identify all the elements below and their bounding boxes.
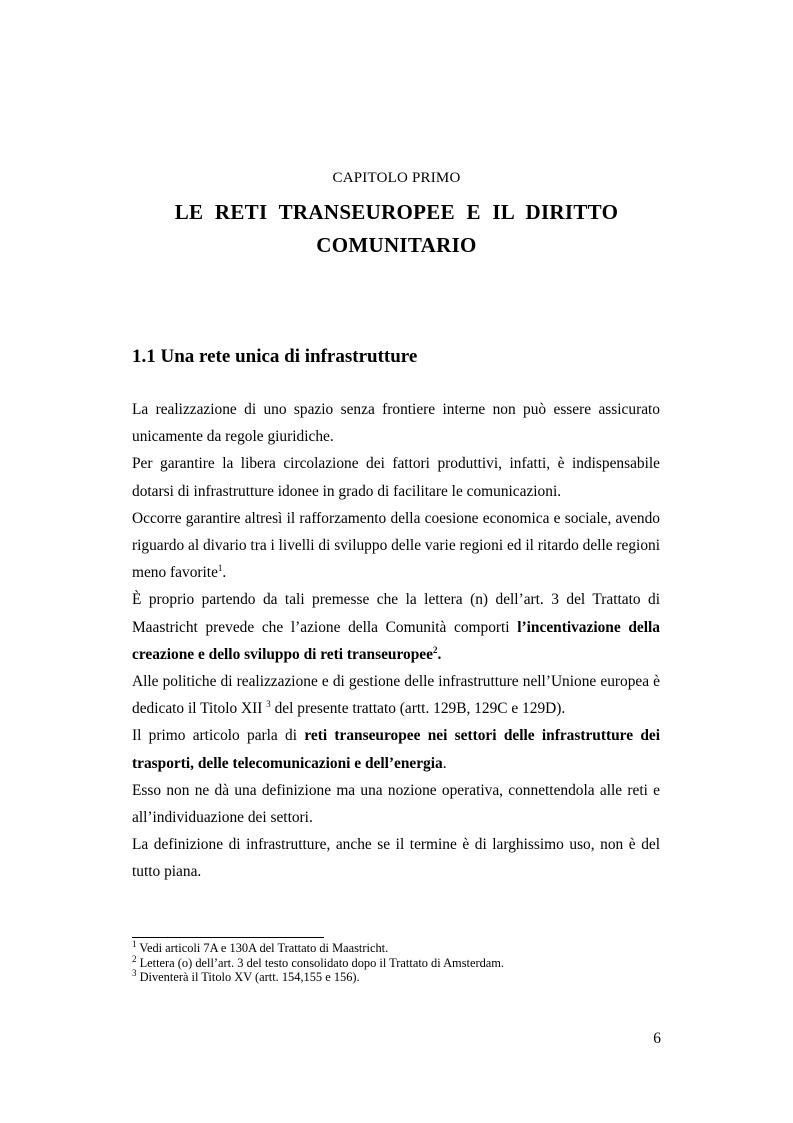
paragraph-5-end: del presente trattato (artt. 129B, 129C e 129D).: [270, 700, 566, 718]
chapter-label: CAPITOLO PRIMO: [332, 170, 461, 186]
paragraph-4: [132, 586, 660, 668]
footnotes: [132, 938, 660, 985]
footnote-number: 2: [132, 953, 137, 964]
chapter-title-line-2: COMUNITARIO: [316, 233, 477, 257]
paragraph-3-text: Occorre garantire altresì il rafforzamento della coesione economica e sociale, avendo riguardo al divario tra i livelli di sviluppo delle varie regioni ed il ritardo delle regioni meno favorite: [132, 509, 660, 582]
paragraph-5-text: Alle politiche di realizzazione e di gestione delle infrastrutture nell’Unione europea è dedicato il Titolo XII: [132, 673, 660, 718]
footnote-ref-2: 2: [432, 644, 438, 655]
footnote-ref-3: 3: [266, 699, 271, 710]
chapter-title-line-1: LE RETI TRANSEUROPEE E IL DIRITTO: [174, 200, 619, 224]
footnote-ref-1: 1: [217, 563, 223, 574]
paragraph-4-text: È proprio partendo da tali premesse che la lettera (n) dell’art. 3 del Trattato di Maastricht prevede che l’azione della Comunità comporti: [132, 591, 660, 636]
paragraph-3-end: .: [222, 564, 227, 582]
paragraph-6-text: Il primo articolo parla di: [132, 727, 305, 745]
page-number: 6: [653, 1030, 661, 1047]
paragraph-2: Per garantire la libera circolazione dei fattori produttivi, infatti, è indispensabile dotarsi di infrastrutture idonee in grado di facilitare le comunicazioni.: [132, 455, 660, 500]
footnote-divider: [132, 937, 324, 938]
footnote-number: 3: [132, 967, 137, 978]
chapter-title: [0, 196, 793, 262]
paragraph-6-bold: reti transeuropee nei settori delle infrastrutture dei trasporti, delle telecomunicazioni e dell’energia: [132, 727, 661, 772]
paragraph-1: La realizzazione di uno spazio senza frontiere interne non può essere assicurato unicamente da regole giuridiche.: [132, 401, 660, 446]
footnote-text: Diventerà il Titolo XV (artt. 154,155 e 156).: [136, 970, 360, 984]
footnote-number: 1: [132, 938, 137, 949]
paragraph-4-end: .: [437, 645, 442, 663]
paragraph-3: [132, 505, 660, 587]
footnote-text: Lettera (o) dell’art. 3 del testo consolidato dopo il Trattato di Amsterdam.: [136, 955, 505, 970]
footnote-1: [132, 938, 660, 956]
footnote-3: [132, 967, 660, 985]
body-text: [132, 396, 660, 886]
footnote-2: [132, 953, 660, 971]
paragraph-6: [132, 722, 660, 776]
paragraph-5: [132, 668, 660, 722]
footnote-text: Vedi articoli 7A e 130A del Trattato di Maastricht.: [136, 941, 389, 955]
paragraph-8: La definizione di infrastrutture, anche se il termine è di larghissimo uso, non è del tutto piana.: [132, 836, 660, 881]
section-heading: 1.1 Una rete unica di infrastrutture: [132, 346, 418, 367]
paragraph-7: Esso non ne dà una definizione ma una nozione operativa, connettendola alle reti e all’individuazione dei settori.: [132, 781, 660, 827]
paragraph-6-end: .: [442, 754, 447, 772]
paragraph-4-bold-text: l’incentivazione della creazione e dello sviluppo di reti transeuropee: [132, 618, 660, 663]
